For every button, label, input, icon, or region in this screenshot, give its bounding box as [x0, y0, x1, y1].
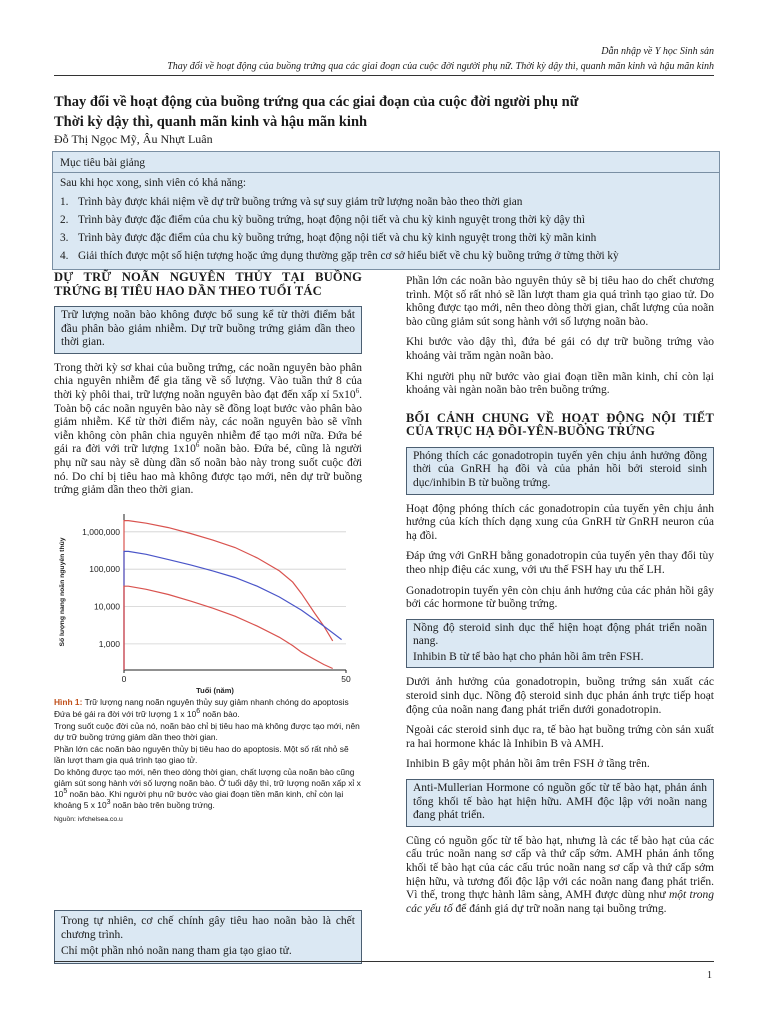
- caption-text: Đứa bé gái ra đời với trữ lượng 1 x 10: [54, 708, 197, 719]
- paragraph-text: noãn bào. Đứa bé, cũng là người phụ nữ sau này sẽ dùng dần số noãn bào này trong suốt cuộc đời nó. Do chỉ bị tiêu hao mà không được tạo mới, nên dự trữ buồng trứng giảm dần theo thời gian.: [54, 443, 362, 497]
- objective-text: Giải thích được một số hiện tượng hoặc ứng dụng thường gặp trên cơ sở hiểu biết về chu kỳ buồng trứng ở từng thời kỳ: [78, 250, 619, 262]
- running-head-line-1: Dẫn nhập về Y học Sinh sản: [601, 46, 714, 57]
- superscript: 5: [63, 787, 68, 795]
- caption-text: Do không được tạo mới, nên theo dòng thời gian, chất lượng của noãn bào cũng giảm sút song hành với số lượng noãn bào. Ở tuổi dậy thì, trữ lượng noãn xấp xỉ x 10: [54, 766, 361, 799]
- section-heading-reserve: DỰ TRỮ NOÃN NGUYÊN THỦY TẠI BUỒNG TRỨNG BỊ TIÊU HAO DẦN THEO TUỔI TÁC: [54, 270, 362, 298]
- y-tick-label: 1,000,000: [82, 526, 120, 537]
- x-tick-label: 50: [341, 673, 351, 684]
- caption-text: noãn bào. Khi người phụ nữ bước vào giai đoạn tiền mãn kinh, chỉ còn lại khoảng 5 x 10: [54, 788, 344, 810]
- box-text: Chỉ một phần nhỏ noãn nang tham gia tạo giao tử.: [61, 945, 292, 957]
- superscript: 6: [355, 387, 360, 396]
- objective-text: Trình bày được đặc điểm của chu kỳ buồng trứng, hoạt động nội tiết và chu kỳ kinh nguyệt trong thời kỳ dậy thì: [78, 214, 585, 226]
- objectives-heading: Mục tiêu bài giảng: [52, 151, 720, 173]
- box-text: Anti-Mullerian Hormone có nguồn gốc từ tế bào hạt, phản ánh tổng khối tế bào hạt hiện hữu. AMH độc lập với noãn nang đang phát triển.: [413, 782, 707, 822]
- highlight-box: [406, 447, 714, 495]
- objective-number: 1.: [60, 196, 69, 208]
- highlight-box: [406, 779, 714, 827]
- objective-number: 4.: [60, 250, 69, 262]
- highlight-box: [54, 306, 362, 354]
- box-text: Phóng thích các gonadotropin tuyến yên chịu ảnh hưởng đồng thời của GnRH hạ đồi và của phản hồi bởi steroid sinh dục/inhibin B từ buồng trứng.: [413, 449, 707, 489]
- objectives-intro: Sau khi học xong, sinh viên có khả năng:: [60, 177, 247, 189]
- objective-item: [60, 229, 712, 247]
- chart-grid: [124, 532, 346, 644]
- y-axis-label: Số lượng nang noãn nguyên thủy: [59, 537, 66, 647]
- paragraph: Ngoài các steroid sinh dục ra, tế bào hạt buồng trứng còn sản xuất ra hai hormone khác là Inhibin B và AMH.: [406, 724, 714, 750]
- caption-text: noãn bào trên buồng trứng.: [110, 799, 215, 810]
- page-title: [54, 92, 714, 132]
- figure-1-chart: [54, 510, 354, 695]
- superscript: 6: [196, 707, 201, 715]
- objectives-body: [52, 173, 720, 270]
- caption-text: Trong suốt cuộc đời của nó, noãn bào chỉ bị tiêu hao mà không được tạo mới, nên dự trữ buồng trứng giảm dần theo thời gian.: [54, 720, 360, 742]
- paragraph-text: để đánh giá dự trữ noãn nang tại buồng trứng.: [452, 902, 667, 915]
- superscript: 3: [106, 798, 111, 806]
- objective-number: 3.: [60, 232, 69, 244]
- chart-svg: [54, 510, 354, 695]
- caption-label: Hình 1:: [54, 696, 83, 707]
- caption-text: Phần lớn các noãn bào nguyên thủy bị tiêu hao do apoptosis. Một số rất nhỏ sẽ lần lượt tham gia quá trình tạo giao tử.: [54, 743, 349, 765]
- x-tick-label: 0: [121, 673, 127, 684]
- paragraph: Đáp ứng với GnRH bằng gonadotropin của tuyến yên thay đổi tùy theo nhịp điệu các xung, với ưu thế FSH hay ưu thế LH.: [406, 550, 714, 576]
- paragraph-text: Cũng có nguồn gốc từ tế bào hạt, nhưng là các tế bào hạt của các cấu trúc noãn nang sơ cấp và thứ cấp sớm. AMH phản ánh tổng khối tế bào hạt của các cấu trúc noãn nang sơ cấp và thứ cấp sớm hiện hữu, và tương đối độc lập với các noãn nang đang phát triển. Vì thế, trong thực hành lâm sàng, AMH được dùng như: [406, 834, 714, 902]
- objectives-box: [52, 151, 720, 270]
- chart-series: [124, 520, 342, 669]
- box-text: Nồng độ steroid sinh dục thể hiện hoạt động phát triển noãn nang.: [413, 621, 707, 648]
- objective-item: [60, 211, 712, 229]
- x-axis-label: Tuổi (năm): [196, 685, 234, 695]
- running-head: [167, 44, 714, 74]
- paragraph: Phần lớn các noãn bào nguyên thủy sẽ bị tiêu hao do chết chương trình. Một số rất nhỏ sẽ lần lượt tham gia quá trình tạo giao tử. Do không được tạo mới, nên theo dòng thời gian, chất lượng của noãn bào cũng giảm sút song hành với số lượng noãn bào.: [406, 275, 714, 328]
- paragraph: Khi người phụ nữ bước vào giai đoạn tiền mãn kinh, chỉ còn lại khoảng vài ngàn noãn bào trên buồng trứng.: [406, 370, 714, 397]
- running-head-line-2: Thay đổi về hoạt động của buồng trứng qua các giai đoạn của cuộc đời người phụ nữ. Thời kỳ dậy thì, quanh mãn kinh và hậu mãn kinh: [167, 61, 714, 72]
- objective-text: Trình bày được khái niệm về dự trữ buồng trứng và sự suy giảm trữ lượng noãn bào theo thời gian: [78, 196, 523, 208]
- superscript: 6: [195, 441, 200, 450]
- summary-box: [54, 910, 362, 964]
- highlight-box: [406, 619, 714, 669]
- left-column: [54, 271, 362, 825]
- y-tick-label: 1,000: [98, 638, 120, 649]
- caption-text: noãn bào.: [200, 708, 240, 719]
- box-text: Inhibin B từ tế bào hạt cho phản hồi âm trên FSH.: [413, 650, 644, 663]
- section-heading-endocrine: BỐI CẢNH CHUNG VỀ HOẠT ĐỘNG NỘI TIẾT CỦA TRỤC HẠ ĐỒI-YÊN-BUỒNG TRỨNG: [406, 410, 714, 439]
- y-tick-label: 10,000: [94, 601, 120, 612]
- paragraph: Inhibin B gây một phản hồi âm trên FSH ở tầng trên.: [406, 758, 650, 771]
- paragraph: [54, 362, 362, 498]
- objective-item: [60, 247, 712, 265]
- paragraph: Dưới ảnh hưởng của gonadotropin, buồng trứng sản xuất các steroid sinh dục. Nồng độ steroid sinh dục phản ánh trực tiếp hoạt động của noãn nang đang phát triển dưới gonadotropin.: [406, 676, 714, 716]
- figure-source: Nguồn: ivfchelsea.co.u: [54, 815, 123, 823]
- emphasis-text: một trong các yếu tố: [406, 889, 714, 915]
- box-text: Trữ lượng noãn bào không được bổ sung kể từ thời điểm bắt đầu phân bào giảm nhiễm. Dự trữ buồng trứng giảm dần theo thời gian.: [61, 309, 355, 349]
- series-line: [124, 586, 333, 670]
- paragraph: Gonadotropin tuyến yên còn chịu ảnh hưởng của các phản hồi gây bởi các hormone từ buồng trứng.: [406, 584, 714, 611]
- objective-item: [60, 193, 712, 211]
- figure-caption: [54, 697, 362, 825]
- paragraph: [406, 835, 714, 917]
- header-divider: [54, 75, 714, 76]
- page-number: 1: [707, 970, 712, 981]
- series-line: [124, 520, 333, 669]
- objective-number: 2.: [60, 214, 69, 226]
- title-line-1: Thay đổi về hoạt động của buồng trứng qua các giai đoạn của cuộc đời người phụ nữ: [54, 94, 579, 110]
- title-line-2: Thời kỳ dậy thì, quanh mãn kinh và hậu mãn kinh: [54, 114, 368, 130]
- footer-divider: [54, 961, 714, 962]
- paragraph-text: . Toàn bộ các noãn nguyên bào này sẽ đồng loạt bước vào phân bào giảm nhiễm. Kể từ thời điểm này, các noãn nguyên bào sẽ vĩnh viễn không còn phân chia nguyên nhiễm để tạo mới nữa. Đứa bé gái ra đời với trữ lượng 1x10: [54, 388, 362, 456]
- box-text: Trong tự nhiên, cơ chế chính gây tiêu hao noãn bào là chết chương trình.: [61, 915, 355, 941]
- right-column: [406, 275, 714, 923]
- paragraph: Hoạt động phóng thích các gonadotropin của tuyến yên chịu ảnh hưởng của kích thích dạng xung của GnRH từ GnRH neuron của hạ đồi.: [406, 502, 714, 542]
- paragraph: Khi bước vào dậy thì, đứa bé gái có dự trữ buồng trứng vào khoảng vài trăm ngàn noãn bào.: [406, 336, 714, 362]
- paragraph-text: Trong thời kỳ sơ khai của buồng trứng, các noãn nguyên bào phân chia nguyên nhiễm để gia tăng về số lượng. Vào tuần thứ 8 của thời kỳ phôi thai, trữ lượng noãn nguyên bào đạt đến xấp xỉ 5x10: [54, 361, 362, 401]
- authors: Đỗ Thị Ngọc Mỹ, Âu Nhựt Luân: [54, 132, 213, 146]
- chart-axes: [124, 514, 346, 673]
- caption-title: Trữ lượng nang noãn nguyên thủy suy giảm nhanh chóng do apoptosis: [82, 696, 349, 707]
- y-tick-label: 100,000: [89, 563, 120, 574]
- objective-text: Trình bày được đặc điểm của chu kỳ buồng trứng, hoạt động nội tiết và chu kỳ kinh nguyệt trong thời kỳ mãn kinh: [78, 232, 597, 244]
